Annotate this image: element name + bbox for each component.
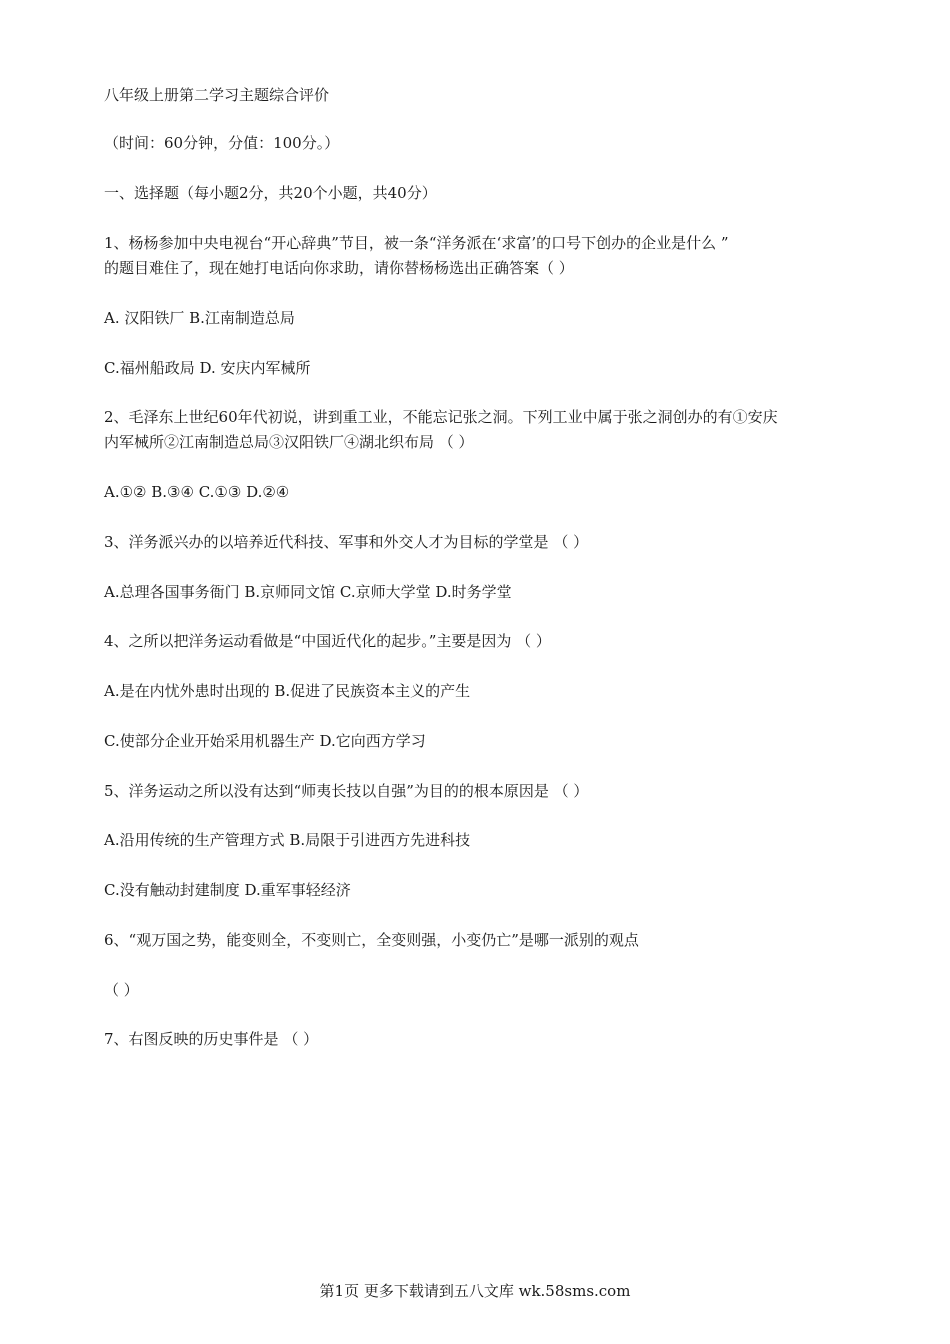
question-5-options-b: C.没有触动封建制度 D.重军事轻经济 (104, 881, 351, 899)
exam-info: （时间：60分钟，分值：100分。） (104, 134, 340, 152)
question-1-options-b: C.福州船政局 D. 安庆内军械所 (104, 359, 311, 377)
question-1-line-2: 的题目难住了，现在她打电话向你求助，请你替杨杨选出正确答案（ ） (104, 259, 574, 277)
question-4-options-b: C.使部分企业开始采用机器生产 D.它向西方学习 (104, 732, 426, 750)
question-2-line-1: 2、毛泽东上世纪60年代初说，讲到重工业，不能忘记张之洞。下列工业中属于张之洞创办的有①安庆 (104, 408, 778, 426)
question-7: 7、右图反映的历史事件是 （ ） (104, 1030, 319, 1048)
section-heading: 一、选择题（每小题2分，共20个小题，共40分） (104, 184, 437, 202)
question-2-line-2: 内军械所②江南制造总局③汉阳铁厂④湖北织布局 （ ） (104, 433, 474, 451)
question-3-options: A.总理各国事务衙门 B.京师同文馆 C.京师大学堂 D.时务学堂 (104, 583, 512, 601)
question-5-options-a: A.沿用传统的生产管理方式 B.局限于引进西方先进科技 (104, 831, 471, 849)
question-2-options: A.①② B.③④ C.①③ D.②④ (104, 483, 290, 501)
question-5: 5、洋务运动之所以没有达到“师夷长技以自强”为目的的根本原因是 （ ） (104, 782, 589, 800)
question-1-options-a: A. 汉阳铁厂 B.江南制造总局 (104, 309, 295, 327)
page-footer: 第1页 更多下载请到五八文库 wk.58sms.com (319, 1282, 631, 1300)
question-1-line-1: 1、杨杨参加中央电视台“开心辞典”节目，被一条“洋务派在‘求富’的口号下创办的企业是什么 ” (104, 234, 729, 252)
question-4: 4、之所以把洋务运动看做是“中国近代化的起步。”主要是因为 （ ） (104, 632, 551, 650)
document-title: 八年级上册第二学习主题综合评价 (104, 86, 330, 104)
question-4-options-a: A.是在内忧外患时出现的 B.促进了民族资本主义的产生 (104, 682, 471, 700)
question-6: 6、“观万国之势，能变则全，不变则亡，全变则强，小变仍亡”是哪一派别的观点 (104, 931, 639, 949)
question-3: 3、洋务派兴办的以培养近代科技、军事和外交人才为目标的学堂是 （ ） (104, 533, 589, 551)
question-6-answer-paren: （ ） (104, 981, 139, 999)
